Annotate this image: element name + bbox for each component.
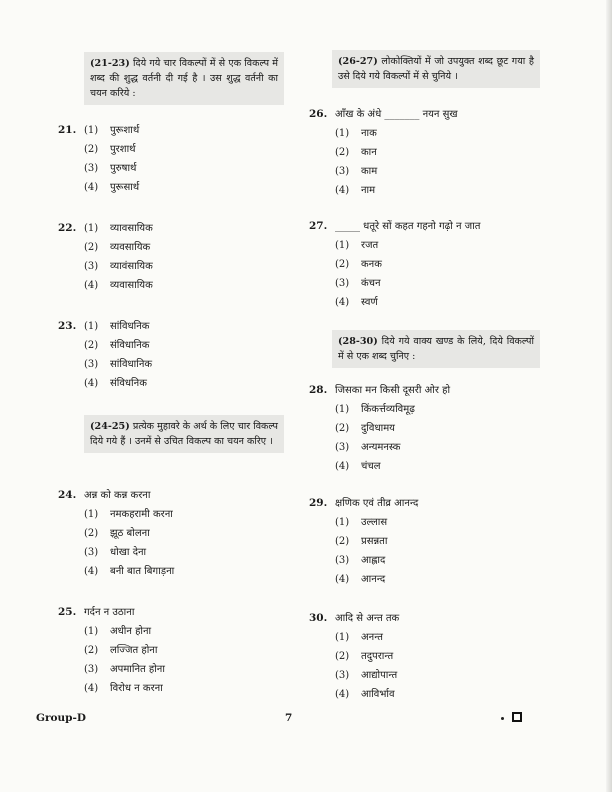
- option-number: (4): [335, 461, 350, 472]
- question-number: 21.: [58, 124, 77, 136]
- option[interactable]: [309, 294, 480, 313]
- question-number: 27.: [309, 220, 328, 232]
- option-number: (4): [335, 574, 350, 585]
- option-number[interactable]: (1): [84, 321, 99, 332]
- option-text: विरोध न करना: [110, 683, 163, 694]
- option-text: प्रसन्नता: [361, 536, 388, 547]
- option-number: (2): [335, 651, 350, 662]
- option[interactable]: [309, 439, 450, 458]
- option[interactable]: [309, 401, 450, 420]
- option[interactable]: [58, 544, 174, 563]
- option-number: (3): [84, 547, 99, 558]
- instruction-range: (24-25): [90, 421, 130, 432]
- option-text: अधीन होना: [110, 626, 152, 637]
- option-text: उल्लास: [361, 517, 388, 528]
- question-number: 26.: [309, 108, 328, 120]
- option-number: (4): [84, 280, 99, 291]
- option[interactable]: [309, 514, 418, 533]
- option[interactable]: [309, 648, 399, 667]
- option[interactable]: [58, 239, 153, 258]
- instruction-range: (21-23): [90, 58, 130, 69]
- option-text: कान: [361, 147, 377, 158]
- option[interactable]: [309, 144, 458, 163]
- option-number: (3): [335, 166, 350, 177]
- option[interactable]: [309, 667, 399, 686]
- option-text: आद्योपान्त: [361, 670, 398, 681]
- option[interactable]: [58, 141, 139, 160]
- option-text: धोखा देना: [110, 547, 147, 558]
- question-24: [58, 487, 174, 582]
- option[interactable]: [309, 420, 450, 439]
- option-text: व्यावंसायिक: [110, 261, 153, 272]
- option-text: स्वर्ण: [361, 297, 378, 308]
- question-number: 29.: [309, 497, 328, 509]
- option[interactable]: [309, 686, 399, 705]
- question-23: [58, 318, 152, 394]
- question-21: [58, 122, 139, 198]
- option-text: संविधनिक: [110, 378, 147, 389]
- option-text: अन्यमनस्क: [361, 442, 401, 453]
- question-text: गर्दन न उठाना: [84, 607, 135, 618]
- question-number: 24.: [58, 489, 77, 501]
- option-number: (4): [84, 683, 99, 694]
- question-26: [309, 106, 458, 201]
- option[interactable]: [309, 533, 418, 552]
- option-number: (3): [335, 670, 350, 681]
- option[interactable]: [58, 680, 165, 699]
- question-text: _____ धतूरे सों कहत गहनो गढ़ो न जात: [335, 221, 481, 232]
- option-text: आह्लाद: [361, 555, 386, 566]
- option-number: (1): [84, 509, 99, 520]
- option-text: नाक: [361, 128, 377, 139]
- option-text: नाम: [361, 185, 376, 196]
- option-text: कंचन: [361, 278, 381, 289]
- question-text: अन्न को कन्न करना: [84, 490, 151, 501]
- footer-dot: [501, 717, 504, 720]
- question-number: 28.: [309, 384, 328, 396]
- option-number: (1): [335, 128, 350, 139]
- option-number: (4): [335, 185, 350, 196]
- option-number[interactable]: (1): [84, 223, 99, 234]
- option[interactable]: [309, 163, 458, 182]
- option-number: (3): [335, 278, 350, 289]
- option[interactable]: [58, 160, 139, 179]
- question-30: [309, 610, 399, 705]
- option-text: कनक: [361, 259, 382, 270]
- option-number: (2): [335, 259, 350, 270]
- option-text: सांविधानिक: [110, 359, 153, 370]
- question-22: [58, 220, 153, 296]
- option[interactable]: [58, 661, 165, 680]
- instruction-text: दिये गये वाक्य खण्ड के लिये, दिये विकल्पों में से एक शब्द चुनिए :: [338, 336, 534, 362]
- option-number: (3): [84, 359, 99, 370]
- instruction-21-23: [84, 52, 284, 105]
- option-number: (4): [84, 566, 99, 577]
- option-number: (2): [84, 242, 99, 253]
- option[interactable]: [58, 642, 165, 661]
- option[interactable]: [309, 458, 450, 477]
- option-number[interactable]: (1): [84, 125, 99, 136]
- option-number: (4): [84, 378, 99, 389]
- option-text: व्यवसायिक: [110, 242, 151, 253]
- option[interactable]: [309, 182, 458, 201]
- option-text: तदुपरान्त: [361, 651, 394, 662]
- option[interactable]: [309, 256, 480, 275]
- option-number: (1): [335, 632, 350, 643]
- question-number: 25.: [58, 606, 77, 618]
- option-text[interactable]: पुरूशार्थ: [110, 125, 140, 136]
- option[interactable]: [58, 375, 152, 394]
- option[interactable]: [58, 277, 153, 296]
- option-text: अपमानित होना: [110, 664, 165, 675]
- option-text: संविधानिक: [110, 340, 150, 351]
- option-number: (4): [84, 182, 99, 193]
- question-29: [309, 495, 418, 590]
- option-text: झूठ बोलना: [110, 528, 150, 539]
- option-number: (2): [335, 147, 350, 158]
- option-number: (3): [335, 442, 350, 453]
- option[interactable]: [58, 623, 165, 642]
- option[interactable]: [58, 258, 153, 277]
- option-text: रजत: [361, 240, 379, 251]
- option[interactable]: [309, 275, 480, 294]
- question-number: 23.: [58, 320, 77, 332]
- square-mark-icon: [512, 712, 522, 722]
- option[interactable]: [58, 506, 174, 525]
- option-number: (4): [335, 297, 350, 308]
- question-number: 30.: [309, 612, 328, 624]
- option-text: अनन्त: [361, 632, 383, 643]
- option-number: (2): [84, 340, 99, 351]
- option-number: (2): [335, 423, 350, 434]
- option-text[interactable]: व्यावसायिक: [110, 223, 153, 234]
- option-number: (3): [335, 555, 350, 566]
- option-number: (2): [84, 645, 99, 656]
- question-text: जिसका मन किसी दूसरी ओर हो: [335, 385, 451, 396]
- option-text: लज्जित होना: [110, 645, 158, 656]
- option-number: (3): [84, 664, 99, 675]
- option[interactable]: [58, 563, 174, 582]
- option-number: (2): [84, 528, 99, 539]
- question-text: क्षणिक एवं तीव्र आनन्द: [335, 498, 419, 509]
- option[interactable]: [309, 629, 399, 648]
- option-text: बनी बात बिगाड़ना: [110, 566, 175, 577]
- option-text: दुविधामय: [361, 423, 395, 434]
- instruction-28-30: [332, 330, 540, 368]
- option-text: आविर्भाव: [361, 689, 395, 700]
- question-number: 22.: [58, 222, 77, 234]
- option[interactable]: [58, 337, 152, 356]
- page-number: 7: [285, 712, 293, 724]
- option-number: (2): [335, 536, 350, 547]
- question-25: [58, 604, 165, 699]
- group-label: Group-D: [36, 712, 86, 724]
- option-text: काम: [361, 166, 378, 177]
- option-text: चंचल: [361, 461, 381, 472]
- option-number: (1): [335, 404, 350, 415]
- option[interactable]: [309, 571, 418, 590]
- option[interactable]: [58, 525, 174, 544]
- option-number: (1): [335, 517, 350, 528]
- instruction-text: दिये गये चार विकल्पों में से एक विकल्प में शब्द की शुद्ध वर्तनी दी गई है । उस शुद्ध वर्तनी का चयन करिये :: [90, 58, 278, 99]
- question-28: [309, 382, 450, 477]
- option-text: पुरुषार्थ: [110, 163, 137, 174]
- instruction-text: प्रत्येक मुहावरे के अर्थ के लिए चार विकल्प दिये गये हैं । उनमें से उचित विकल्प का चयन करिए ।: [90, 421, 278, 447]
- page-edge-shadow: [606, 0, 612, 792]
- option-number: (1): [84, 626, 99, 637]
- instruction-range: (26-27): [338, 56, 378, 67]
- option-text[interactable]: सांविधनिक: [110, 321, 150, 332]
- question-27: [309, 218, 480, 313]
- option-text: नमकहरामी करना: [110, 509, 173, 520]
- option-number: (3): [84, 163, 99, 174]
- instruction-26-27: [332, 50, 540, 88]
- option-number: (2): [84, 144, 99, 155]
- option-number: (3): [84, 261, 99, 272]
- option[interactable]: [309, 552, 418, 571]
- instruction-24-25: [84, 415, 284, 453]
- option[interactable]: [58, 356, 152, 375]
- option-text: पुरूसार्थ: [110, 182, 140, 193]
- option-text: पुरशार्थ: [110, 144, 136, 155]
- instruction-range: (28-30): [338, 336, 378, 347]
- question-text: आँख के अंधे _______ नयन सुख: [335, 109, 458, 120]
- option-text: किंकर्त्तव्यविमूढ़: [361, 404, 415, 415]
- option-text: व्यवासायिक: [110, 280, 153, 291]
- option[interactable]: [309, 125, 458, 144]
- option[interactable]: [309, 237, 480, 256]
- option-number: (1): [335, 240, 350, 251]
- option-number: (4): [335, 689, 350, 700]
- option[interactable]: [58, 179, 139, 198]
- question-text: आदि से अन्त तक: [335, 613, 400, 624]
- option-text: आनन्द: [361, 574, 386, 585]
- instruction-text: लोकोक्तियों में जो उपयुक्त शब्द छूट गया है उसे दिये गये विकल्पों में से चुनिये ।: [338, 56, 534, 82]
